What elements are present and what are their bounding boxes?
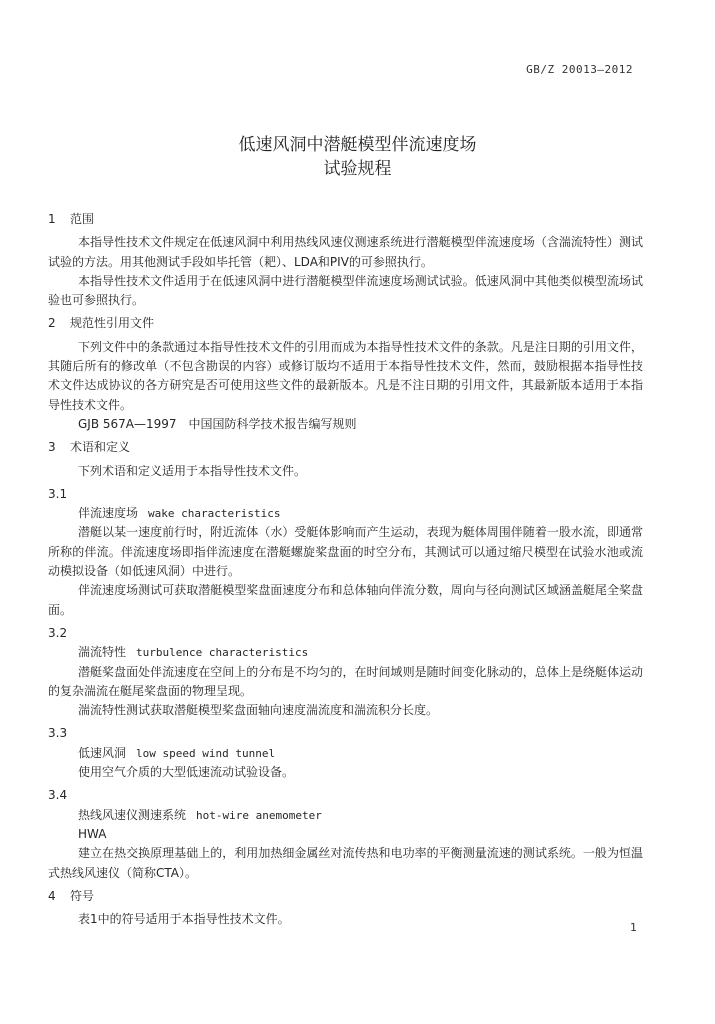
section-number: 4: [48, 888, 56, 903]
section-4-heading: [48, 887, 643, 906]
section-1-paragraph-1: 本指导性技术文件规定在低速风洞中利用热线风速仪测速系统进行潜艇模型伴流速度场（含湍流特性）测试试验的方法。用其他测试手段如毕托管（耙）、LDA和PIV的可参照执行。: [48, 235, 643, 269]
term-3-1-paragraph-2: 伴流速度场测试可获取潜艇模型桨盘面速度分布和总体轴向伴流分数，周向与径向测试区域涵盖艇尾全桨盘面。: [48, 583, 643, 617]
title-line-2: 试验规程: [323, 159, 392, 179]
term-3-2-paragraph-1: 潜艇桨盘面处伴流速度在空间上的分布是不均匀的，在时间域则是随时间变化脉动的，总体上是绕艇体运动的复杂湍流在艇尾桨盘面的物理呈现。: [48, 664, 643, 698]
term-en: low speed wind tunnel: [136, 746, 276, 760]
section-3-heading: [48, 438, 643, 457]
term-3-2-number: 3.2: [48, 625, 68, 640]
document-title: [0, 133, 715, 181]
term-3-3-number: 3.3: [48, 726, 68, 741]
term-3-1-title: [48, 504, 643, 523]
term-3-2-title: [48, 643, 643, 662]
standard-code: GB/Z 20013—2012: [526, 63, 633, 76]
section-2-heading: [48, 314, 643, 333]
term-3-4-number: 3.4: [48, 788, 68, 803]
page-number: 1: [630, 921, 637, 934]
document-body: [48, 210, 643, 929]
section-number: 2: [48, 316, 56, 331]
section-1-heading: [48, 210, 643, 229]
section-2-paragraph-1: 下列文件中的条款通过本指导性技术文件的引用而成为本指导性技术文件的条款。凡是注日期的引用文件，其随后所有的修改单（不包含勘误的内容）或修订版均不适用于本指导性技术文件，然而，鼓励根据本指导性技术文件达成协议的各方研究是否可使用这些文件的最新版本。凡是不注日期的引用文件，其最新版本适用于本指导性技术文件。: [48, 339, 643, 412]
term-3-4-paragraph-1: 建立在热交换原理基础上的，利用加热细金属丝对流传热和电功率的平衡测量流速的测试系统。一般为恒温式热线风速仪（简称CTA）。: [48, 846, 643, 880]
term-cn: 湍流特性: [78, 645, 127, 660]
title-line-1: 低速风洞中潜艇模型伴流速度场: [238, 135, 477, 155]
section-title: 符号: [70, 888, 95, 903]
section-1-paragraph-2: 本指导性技术文件适用于在低速风洞中进行潜艇模型伴流速度场测试试验。低速风洞中其他类似模型流场试验也可参照执行。: [48, 273, 643, 308]
term-3-3-title: [48, 744, 643, 763]
section-3-intro: 下列术语和定义适用于本指导性技术文件。: [78, 463, 307, 478]
term-3-4-abbreviation: HWA: [78, 826, 107, 841]
section-title: 术语和定义: [70, 440, 131, 455]
term-en: turbulence characteristics: [136, 646, 309, 660]
reference-entry: GJB 567A—1997 中国国防科学技术报告编写规则: [78, 416, 357, 431]
section-number: 1: [48, 212, 56, 226]
term-cn: 热线风速仪测速系统: [78, 807, 187, 822]
section-title: 范围: [70, 212, 95, 226]
term-cn: 低速风洞: [78, 745, 127, 760]
section-number: 3: [48, 440, 56, 455]
term-3-4-title: [48, 806, 643, 825]
term-en: wake characteristics: [148, 507, 281, 521]
section-4-paragraph-1: 表1中的符号适用于本指导性技术文件。: [78, 912, 290, 927]
section-title: 规范性引用文件: [70, 316, 155, 331]
term-3-3-paragraph-1: 使用空气介质的大型低速流动试验设备。: [78, 765, 295, 780]
term-3-1-number: 3.1: [48, 486, 68, 501]
term-3-2-paragraph-2: 湍流特性测试获取潜艇模型桨盘面轴向速度湍流度和湍流积分长度。: [78, 703, 439, 718]
term-en: hot-wire anemometer: [196, 808, 322, 822]
term-cn: 伴流速度场: [78, 506, 139, 521]
term-3-1-paragraph-1: 潜艇以某一速度前行时，附近流体（水）受艇体影响而产生运动，表现为艇体周围伴随着一股水流，即通常所称的伴流。伴流速度场即指伴流速度在潜艇螺旋桨盘面的时空分布，其测试可以通过缩尺模型在试验水池或流动模拟设备（如低速风洞）中进行。: [48, 525, 643, 579]
